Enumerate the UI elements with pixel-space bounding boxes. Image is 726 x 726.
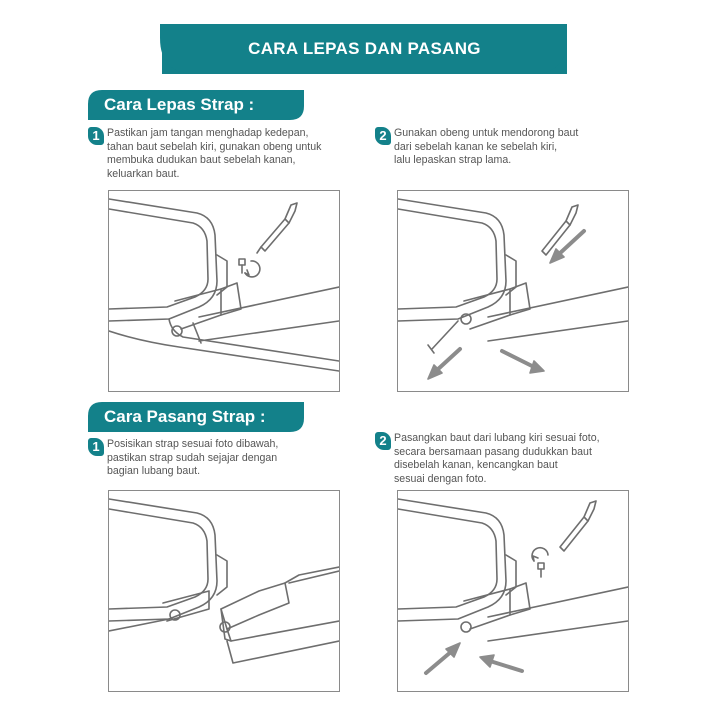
step-number: 2 [375, 127, 391, 145]
step-text: Pastikan jam tangan menghadap kedepan, tahan baut sebelah kiri, gunakan obeng untuk membuka dudukan baut sebelah kanan, keluarkan baut. [107, 127, 322, 180]
page-title: CARA LEPAS DAN PASANG [248, 39, 481, 58]
lepas-step-1 [88, 127, 368, 187]
pasang-step-2 [375, 432, 675, 492]
lepas-step-2 [375, 127, 665, 177]
step-text: Posisikan strap sesuai foto dibawah, pastikan strap sudah sejajar dengan bagian lubang baut. [107, 438, 279, 477]
illustration-lepas-2 [397, 190, 629, 392]
step-number: 1 [88, 127, 104, 145]
illustration-lepas-1 [108, 190, 340, 392]
illustration-pasang-2 [397, 490, 629, 692]
illustration-pasang-1 [108, 490, 340, 692]
pasang-step-1 [88, 438, 368, 486]
section-heading-pasang: Cara Pasang Strap : [88, 402, 304, 432]
step-text: Gunakan obeng untuk mendorong baut dari sebelah kanan ke sebelah kiri, lalu lepaskan strap lama. [394, 127, 579, 166]
step-number: 1 [88, 438, 104, 456]
step-text: Pasangkan baut dari lubang kiri sesuai foto, secara bersamaan pasang dudukkan baut disebelah kanan, kencangkan baut sesuai dengan foto. [394, 432, 600, 485]
section-heading-lepas: Cara Lepas Strap : [88, 90, 304, 120]
step-number: 2 [375, 432, 391, 450]
